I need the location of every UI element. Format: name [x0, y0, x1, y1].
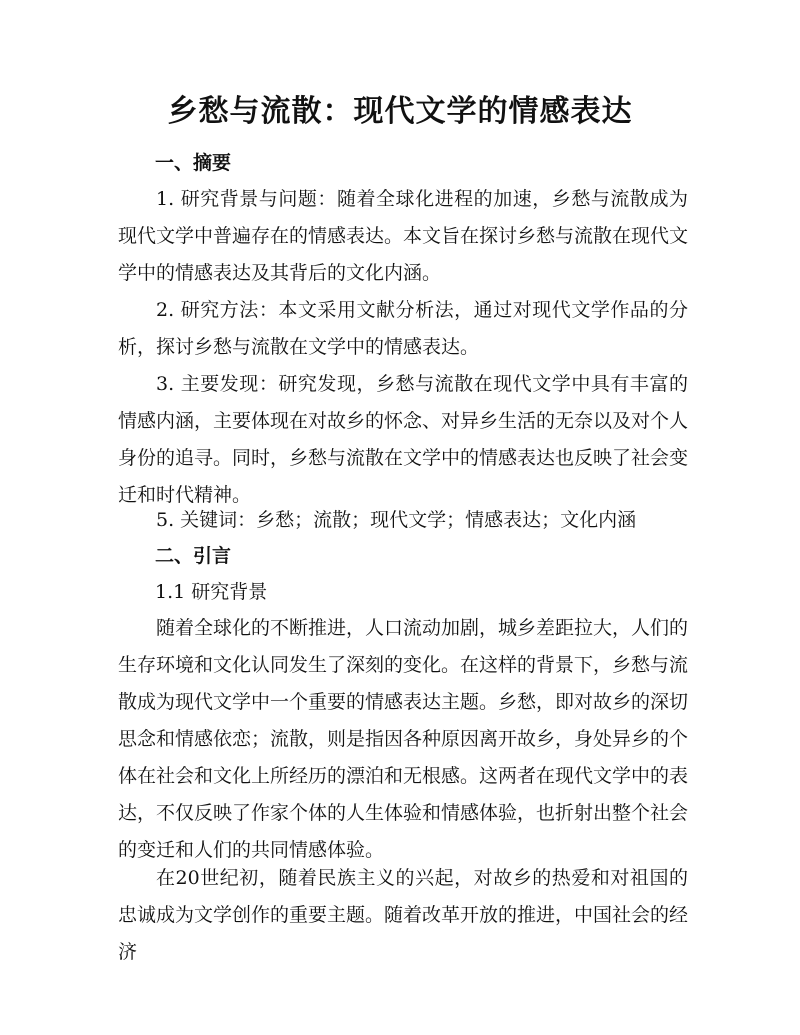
intro-paragraph-1: 随着全球化的不断推进，人口流动加剧，城乡差距拉大，人们的生存环境和文化认同发生了深刻的变化。在这样的背景下，乡愁与流散成为现代文学中一个重要的情感表达主题。乡愁，即对故乡的深切思念和情感依恋；流散，则是指因各种原因离开故乡，身处异乡的个体在社会和文化上所经历的漂泊和无根感。这两者在现代文学中的表达，不仅反映了作家个体的人生体验和情感体验，也折射出整个社会的变迁和人们的共同情感体验。: [118, 617, 689, 861]
introduction-heading: 二、引言: [155, 545, 232, 567]
abstract-item-3: 3. 主要发现：研究发现，乡愁与流散在现代文学中具有丰富的情感内涵，主要体现在对故乡的怀念、对异乡生活的无奈以及对个人身份的追寻。同时，乡愁与流散在文学中的情感表达也反映了社会变迁和时代精神。: [118, 373, 689, 506]
abstract-heading: 一、摘要: [155, 152, 232, 174]
document-title: 乡愁与流散：现代文学的情感表达: [167, 94, 633, 129]
abstract-item-1: 1. 研究背景与问题：随着全球化进程的加速，乡愁与流散成为现代文学中普遍存在的情感表达。本文旨在探讨乡愁与流散在现代文学中的情感表达及其背后的文化内涵。: [118, 188, 689, 284]
abstract-keywords: 5. 关键词：乡愁；流散；现代文学；情感表达；文化内涵: [156, 509, 637, 531]
section-subheading: 1.1 研究背景: [155, 581, 268, 603]
intro-paragraph-2: 在20世纪初，随着民族主义的兴起，对故乡的热爱和对祖国的忠诚成为文学创作的重要主题。随着改革开放的推进，中国社会的经济: [118, 867, 689, 963]
abstract-item-2: 2. 研究方法：本文采用文献分析法，通过对现代文学作品的分析，探讨乡愁与流散在文学中的情感表达。: [118, 299, 688, 358]
